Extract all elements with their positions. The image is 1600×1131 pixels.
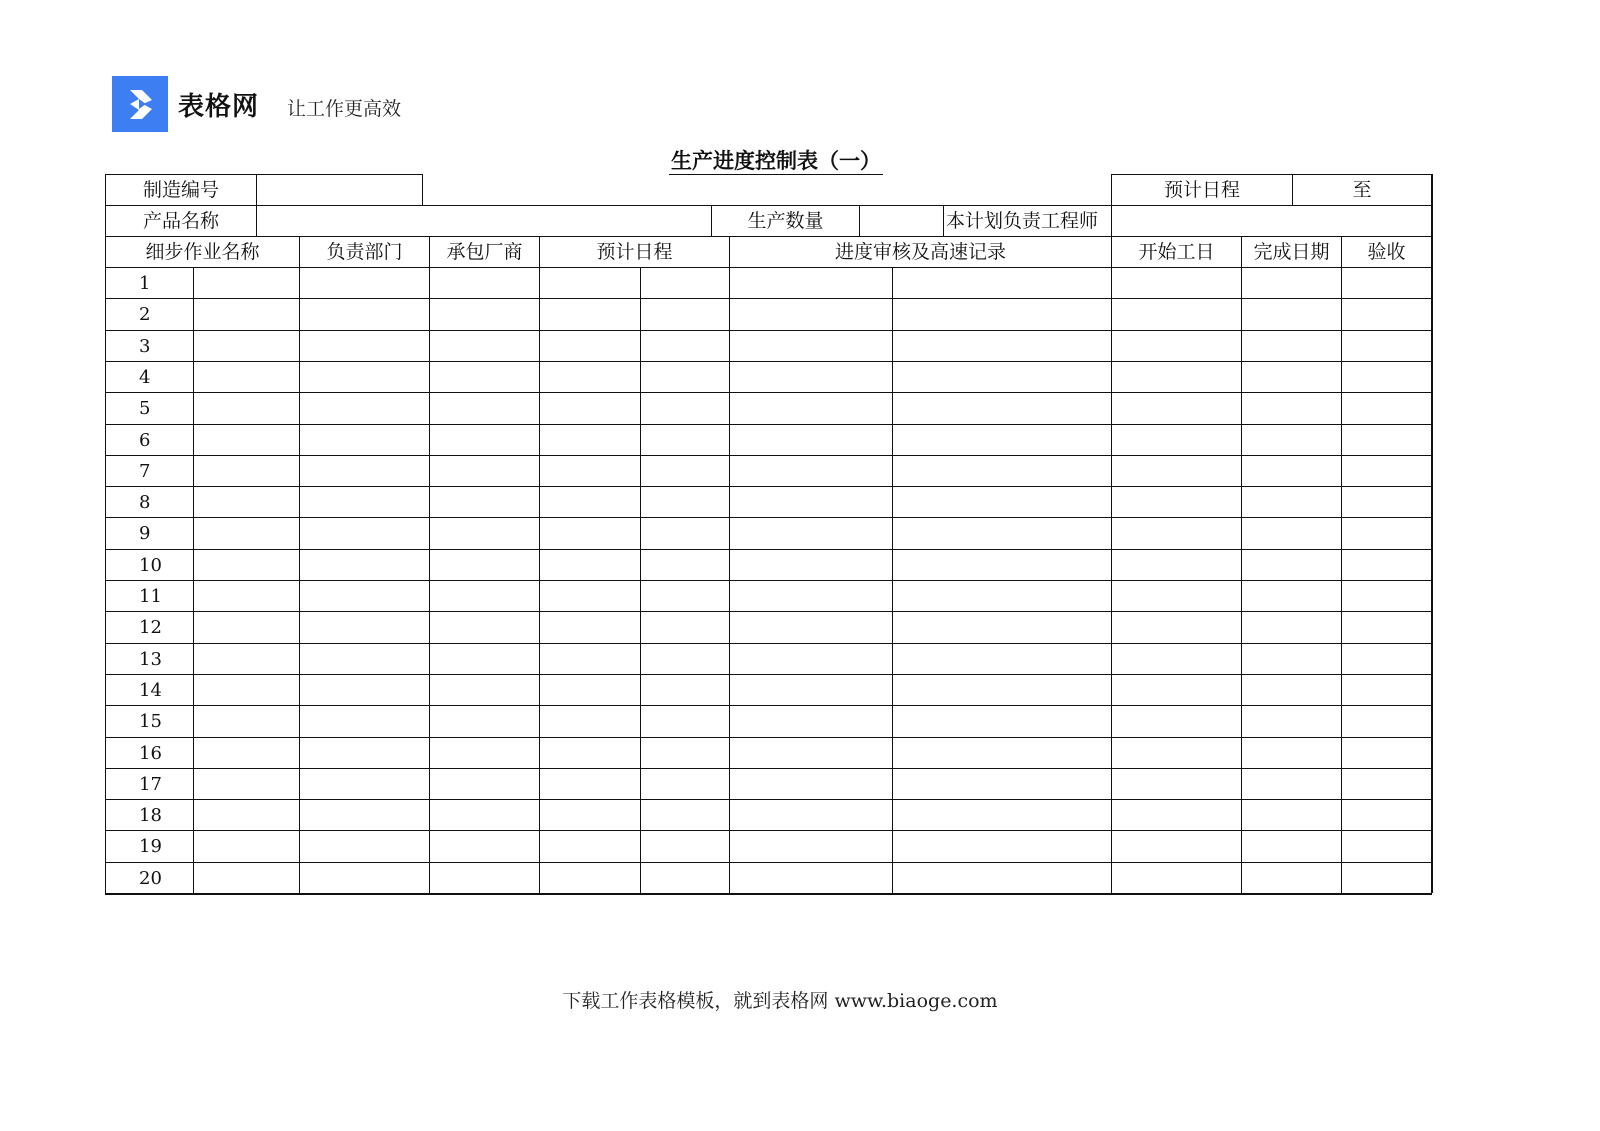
table-cell[interactable] [429,455,539,486]
row-number: 10 [105,549,193,580]
table-cell[interactable] [193,674,299,705]
row-number: 14 [105,674,193,705]
table-cell[interactable] [640,455,729,486]
table-cell[interactable] [193,705,299,737]
row-number: 6 [105,424,193,455]
table-cell[interactable] [193,830,299,862]
table-cell[interactable] [1241,392,1341,424]
table-cell[interactable] [892,455,1111,486]
table-cell[interactable] [429,424,539,455]
table-cell[interactable] [1241,674,1341,705]
table-cell[interactable] [1111,330,1241,361]
row-number: 1 [105,267,193,298]
table-cell[interactable] [1111,674,1241,705]
table-cell[interactable] [539,361,640,392]
row-number: 9 [105,517,193,549]
table-cell[interactable] [729,455,892,486]
table-cell[interactable] [729,486,892,517]
table-cell[interactable] [892,267,1111,298]
table-cell[interactable] [193,424,299,455]
table-cell[interactable] [640,705,729,737]
table-cell[interactable] [1241,549,1341,580]
table-cell[interactable] [299,361,429,392]
table-cell[interactable] [729,737,892,768]
table-cell[interactable] [640,580,729,611]
table-cell[interactable] [892,424,1111,455]
table-cell[interactable] [892,330,1111,361]
table-cell[interactable] [539,674,640,705]
table-cell[interactable] [892,611,1111,643]
table-cell[interactable] [1241,486,1341,517]
table-cell[interactable] [539,455,640,486]
table-cell[interactable] [1111,549,1241,580]
table-cell[interactable] [193,361,299,392]
table-cell[interactable] [539,862,640,893]
brand-name: 表格网 [178,91,260,122]
table-cell[interactable] [193,643,299,674]
table-cell[interactable] [299,549,429,580]
table-cell[interactable] [640,674,729,705]
table-cell[interactable] [299,737,429,768]
table-cell[interactable] [892,298,1111,330]
table-cell[interactable] [729,799,892,830]
table-cell[interactable] [729,392,892,424]
table-cell[interactable] [539,392,640,424]
table-cell[interactable] [539,611,640,643]
table-cell[interactable] [1111,298,1241,330]
table-cell[interactable] [539,799,640,830]
table-cell[interactable] [892,862,1111,893]
table-cell[interactable] [640,643,729,674]
table-cell[interactable] [539,768,640,799]
table-cell[interactable] [299,705,429,737]
table-cell[interactable] [299,674,429,705]
table-cell[interactable] [892,768,1111,799]
table-cell[interactable] [1111,486,1241,517]
table-cell[interactable] [892,361,1111,392]
table-cell[interactable] [1241,830,1341,862]
table-cell[interactable] [193,580,299,611]
col-plan: 预计日程 [539,236,729,267]
table-cell[interactable] [1111,643,1241,674]
product-label: 产品名称 [105,205,256,236]
row-number: 7 [105,455,193,486]
table-cell[interactable] [539,830,640,862]
table-cell[interactable] [1111,580,1241,611]
table-cell[interactable] [892,580,1111,611]
table-cell[interactable] [193,267,299,298]
table-cell[interactable] [1241,611,1341,643]
qty-label: 生产数量 [711,205,859,236]
table-cell[interactable] [1341,737,1431,768]
frame-right [1431,174,1433,893]
col-review: 进度审核及高速记录 [729,236,1111,267]
table-cell[interactable] [299,862,429,893]
table-cell[interactable] [640,799,729,830]
table-cell[interactable] [299,486,429,517]
table-cell[interactable] [640,862,729,893]
table-cell[interactable] [539,267,640,298]
table-cell[interactable] [429,768,539,799]
table-cell[interactable] [299,267,429,298]
table-cell[interactable] [729,705,892,737]
table-cell[interactable] [729,361,892,392]
col-contractor: 承包厂商 [429,236,539,267]
table-cell[interactable] [1241,298,1341,330]
table-cell[interactable] [892,517,1111,549]
table-cell[interactable] [1111,768,1241,799]
table-cell[interactable] [1341,517,1431,549]
table-cell[interactable] [193,862,299,893]
table-cell[interactable] [640,517,729,549]
table-cell[interactable] [640,361,729,392]
table-cell[interactable] [1341,580,1431,611]
qty-field[interactable] [859,205,943,236]
table-cell[interactable] [640,330,729,361]
row-number: 20 [105,862,193,893]
table-cell[interactable] [729,862,892,893]
table-cell[interactable] [1241,267,1341,298]
table-cell[interactable] [1341,643,1431,674]
table-cell[interactable] [892,705,1111,737]
table-cell[interactable] [1241,424,1341,455]
table-cell[interactable] [1111,424,1241,455]
col-accept: 验收 [1341,236,1431,267]
table-cell[interactable] [1241,862,1341,893]
row-number: 17 [105,768,193,799]
table-cell[interactable] [1111,611,1241,643]
col-start: 开始工日 [1111,236,1241,267]
table-cell[interactable] [1111,705,1241,737]
mfg-no-field[interactable] [256,174,422,205]
table-cell[interactable] [429,611,539,643]
table-cell[interactable] [299,455,429,486]
table-cell[interactable] [1341,674,1431,705]
engineer-label: 本计划负责工程师 [943,205,1111,236]
table-cell[interactable] [193,611,299,643]
table-cell[interactable] [193,768,299,799]
blank-divider [422,174,423,205]
table-cell[interactable] [1111,267,1241,298]
table-cell[interactable] [1241,330,1341,361]
row-number: 4 [105,361,193,392]
table-cell[interactable] [429,830,539,862]
page-title: 生产进度控制表（一） [671,148,881,173]
table-cell[interactable] [539,643,640,674]
table-cell[interactable] [1111,830,1241,862]
table-cell[interactable] [640,424,729,455]
table-cell[interactable] [299,298,429,330]
table-cell[interactable] [640,549,729,580]
table-cell[interactable] [729,580,892,611]
table-cell[interactable] [729,611,892,643]
table-cell[interactable] [1241,361,1341,392]
table-cell[interactable] [1241,517,1341,549]
table-cell[interactable] [429,737,539,768]
table-cell[interactable] [539,737,640,768]
table-cell[interactable] [640,737,729,768]
table-cell[interactable] [193,486,299,517]
table-cell[interactable] [429,517,539,549]
table-cell[interactable] [539,298,640,330]
table-cell[interactable] [193,392,299,424]
row-number: 5 [105,392,193,424]
table-cell[interactable] [299,517,429,549]
schedule-label: 预计日程 [1111,174,1292,205]
engineer-field[interactable] [1111,205,1431,236]
table-cell[interactable] [429,392,539,424]
table-cell[interactable] [1341,549,1431,580]
table-cell[interactable] [1341,330,1431,361]
table-cell[interactable] [640,486,729,517]
row-number: 3 [105,330,193,361]
table-cell[interactable] [429,705,539,737]
table-cell[interactable] [729,643,892,674]
table-cell[interactable] [539,580,640,611]
table-cell[interactable] [1241,455,1341,486]
row-number: 2 [105,298,193,330]
table-cell[interactable] [299,330,429,361]
table-cell[interactable] [1111,862,1241,893]
table-cell[interactable] [429,330,539,361]
table-cell[interactable] [1241,737,1341,768]
table-cell[interactable] [1341,830,1431,862]
table-cell[interactable] [729,830,892,862]
table-cell[interactable] [640,392,729,424]
table-cell[interactable] [193,517,299,549]
product-field[interactable] [256,205,711,236]
table-cell[interactable] [299,392,429,424]
table-cell[interactable] [1241,580,1341,611]
table-cell[interactable] [729,267,892,298]
table-cell[interactable] [1341,267,1431,298]
table-cell[interactable] [892,737,1111,768]
table-cell[interactable] [1241,643,1341,674]
table-cell[interactable] [640,267,729,298]
table-cell[interactable] [892,674,1111,705]
table-cell[interactable] [193,298,299,330]
table-cell[interactable] [1241,768,1341,799]
table-cell[interactable] [729,330,892,361]
table-cell[interactable] [193,455,299,486]
col-step-name: 细步作业名称 [105,236,299,267]
table-cell[interactable] [539,330,640,361]
table-cell[interactable] [1341,799,1431,830]
mfg-no-label: 制造编号 [105,174,256,205]
table-cell[interactable] [1241,705,1341,737]
table-cell[interactable] [429,799,539,830]
table-cell[interactable] [1241,799,1341,830]
table-cell[interactable] [729,298,892,330]
row-number: 13 [105,643,193,674]
footer-text: 下载工作表格模板，就到表格网 www.biaoge.com [562,990,998,1012]
table-cell[interactable] [640,298,729,330]
row-number: 18 [105,799,193,830]
table-cell[interactable] [1111,517,1241,549]
table-cell[interactable] [892,486,1111,517]
table-cell[interactable] [429,361,539,392]
table-cell[interactable] [1341,424,1431,455]
table-cell[interactable] [1111,392,1241,424]
table-cell[interactable] [1341,768,1431,799]
table-cell[interactable] [539,424,640,455]
table-cell[interactable] [1341,486,1431,517]
row-number: 19 [105,830,193,862]
table-cell[interactable] [193,737,299,768]
table-cell[interactable] [892,830,1111,862]
biaoge-logo-icon [112,76,168,132]
table-cell[interactable] [1111,799,1241,830]
table-cell[interactable] [892,643,1111,674]
table-cell[interactable] [1111,455,1241,486]
table-cell[interactable] [299,830,429,862]
table-cell[interactable] [429,267,539,298]
table-cell[interactable] [640,768,729,799]
table-cell[interactable] [299,643,429,674]
table-cell[interactable] [1341,298,1431,330]
table-cell[interactable] [193,799,299,830]
table-cell[interactable] [1341,862,1431,893]
table-cell[interactable] [299,611,429,643]
table-cell[interactable] [539,486,640,517]
table-cell[interactable] [729,768,892,799]
table-cell[interactable] [729,549,892,580]
table-cell[interactable] [1341,611,1431,643]
table-cell[interactable] [299,768,429,799]
col-finish: 完成日期 [1241,236,1341,267]
table-cell[interactable] [429,486,539,517]
table-cell[interactable] [193,330,299,361]
table-cell[interactable] [539,549,640,580]
table-cell[interactable] [299,424,429,455]
col-dept: 负责部门 [299,236,429,267]
frame-bottom [105,893,1432,895]
table-cell[interactable] [193,549,299,580]
brand-slogan: 让工作更高效 [287,97,402,120]
table-cell[interactable] [640,611,729,643]
table-cell[interactable] [729,424,892,455]
table-cell[interactable] [299,580,429,611]
table-cell[interactable] [429,298,539,330]
progress-control-form [105,174,1431,893]
table-cell[interactable] [729,517,892,549]
table-cell[interactable] [429,674,539,705]
row-number: 8 [105,486,193,517]
table-cell[interactable] [892,799,1111,830]
table-cell[interactable] [429,580,539,611]
table-cell[interactable] [1341,705,1431,737]
table-cell[interactable] [892,392,1111,424]
table-cell[interactable] [539,705,640,737]
table-cell[interactable] [729,674,892,705]
table-cell[interactable] [429,862,539,893]
table-cell[interactable] [1111,361,1241,392]
row-number: 12 [105,611,193,643]
schedule-to-field[interactable]: 至 [1292,174,1431,205]
table-cell[interactable] [1341,392,1431,424]
table-cell[interactable] [1341,361,1431,392]
row-number: 15 [105,705,193,737]
table-cell[interactable] [429,643,539,674]
row-number: 16 [105,737,193,768]
brand-header [112,76,401,132]
table-cell[interactable] [539,517,640,549]
table-cell[interactable] [1111,737,1241,768]
row-number: 11 [105,580,193,611]
table-cell[interactable] [299,799,429,830]
table-cell[interactable] [429,549,539,580]
table-cell[interactable] [640,830,729,862]
table-cell[interactable] [1341,455,1431,486]
table-cell[interactable] [892,549,1111,580]
